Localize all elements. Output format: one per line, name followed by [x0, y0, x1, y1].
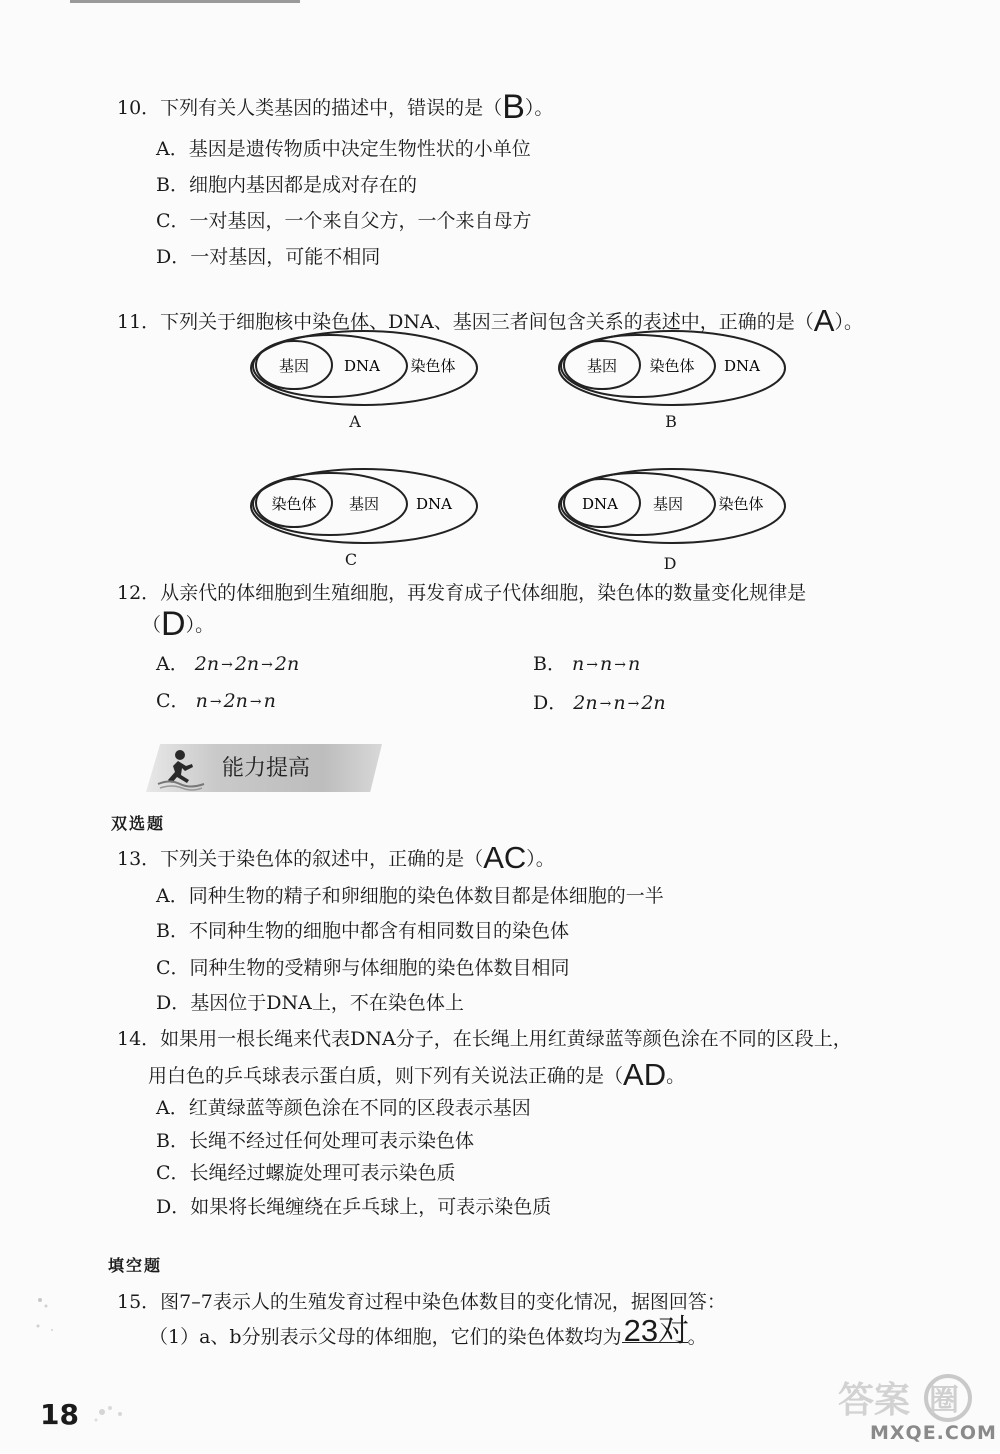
section-fill-blank: 填空题 — [108, 1256, 163, 1275]
diagram-d-inner-label: DNA — [582, 495, 618, 513]
diagram-a-inner-label: 基因 — [278, 357, 310, 375]
q12-option-c: C． n → 2n → n — [156, 690, 276, 712]
q14-option-b: B．长绳不经过任何处理可表示染色体 — [156, 1130, 474, 1152]
q13-option-a: A．同种生物的精子和卵细胞的染色体数目都是体细胞的一半 — [156, 885, 664, 907]
q14-option-d: D．如果将长绳缠绕在乒乓球上，可表示染色质 — [156, 1196, 552, 1218]
diagram-a-outer-label: 染色体 — [410, 357, 456, 375]
diagram-d-outer-label: 染色体 — [718, 495, 764, 513]
q11-stem: 11．下列关于细胞核中染色体、DNA、基因三者间包含关系的表述中，正确的是（A）。 — [117, 303, 863, 338]
q10-option-c: C．一对基因，一个来自父方，一个来自母方 — [156, 210, 532, 232]
q14-stem-line2: 用白色的乒乓球表示蛋白质，则下列有关说法正确的是（AD。 — [148, 1057, 686, 1092]
diagram-b-outer-label: DNA — [724, 357, 760, 375]
q15-stem: 15．图7–7表示人的生殖发育过程中染色体数目的变化情况，据图回答： — [117, 1291, 726, 1313]
page-number: 18 — [40, 1398, 79, 1431]
q15-sub1-handwritten-answer: 23对 — [623, 1313, 690, 1348]
q14-option-a: A．红黄绿蓝等颜色涂在不同的区段表示基因 — [156, 1097, 531, 1119]
q13-option-b: B．不同种生物的细胞中都含有相同数目的染色体 — [156, 920, 569, 942]
section-banner-title: 能力提高 — [222, 756, 311, 781]
watermark-url: MXQE.COM — [870, 1422, 997, 1444]
q14-stem: 14．如果用一根长绳来代表DNA分子，在长绳上用红黄绿蓝等颜色涂在不同的区段上， — [117, 1028, 852, 1050]
diagram-b-inner-label: 基因 — [586, 357, 618, 375]
q12-option-d: D． 2n → n → 2n — [533, 692, 666, 714]
q15-sub1: （1）a、b分别表示父母的体细胞，它们的染色体数均为 23对 。 — [149, 1313, 707, 1348]
diagram-b-middle-label: 染色体 — [649, 357, 695, 375]
q15-sub1-blank — [622, 1313, 690, 1348]
q13-handwritten-answer: AC — [483, 840, 527, 875]
q10-option-a: A．基因是遗传物质中决定生物性状的小单位 — [156, 138, 531, 160]
q10-handwritten-answer: B — [502, 88, 525, 126]
q14-handwritten-answer: AD — [623, 1057, 667, 1092]
top-rule — [70, 0, 300, 3]
diagram-a-caption: A — [349, 412, 361, 431]
diagram-b — [556, 328, 788, 408]
q12-stem: 12．从亲代的体细胞到生殖细胞，再发育成子代体细胞，染色体的数量变化规律是 — [117, 582, 807, 604]
diagram-b-caption: B — [665, 412, 677, 431]
diagram-d-middle-label: 基因 — [652, 495, 684, 513]
q12-handwritten-answer: D — [161, 605, 186, 643]
diagram-c — [248, 466, 480, 546]
svg-text:答案: 答案 — [838, 1380, 911, 1421]
section-double-choice: 双选题 — [111, 814, 166, 833]
diagram-c-caption: C — [344, 550, 358, 569]
runner-icon — [156, 744, 206, 792]
diagram-d — [556, 466, 788, 546]
svg-text:圈: 圈 — [929, 1383, 959, 1418]
diagram-c-middle-label: 基因 — [348, 495, 380, 513]
q12-option-b: B． n → n → n — [533, 653, 641, 675]
q11-handwritten-answer: A — [813, 303, 835, 338]
diagram-c-outer-label: DNA — [416, 495, 452, 513]
q10-option-b: B．细胞内基因都是成对存在的 — [156, 174, 417, 196]
diagram-a — [248, 328, 480, 408]
q12-stem-line2: （D）。 — [142, 605, 215, 643]
diagram-d-caption: D — [663, 554, 677, 573]
q13-stem: 13．下列关于染色体的叙述中，正确的是（AC）。 — [117, 840, 555, 875]
diagram-a-middle-label: DNA — [344, 357, 380, 375]
q12-option-a: A． 2n → 2n → 2n — [156, 653, 300, 675]
diagram-c-inner-label: 染色体 — [271, 495, 317, 513]
q13-option-c: C．同种生物的受精卵与体细胞的染色体数目相同 — [156, 957, 570, 979]
q10-stem: 10．下列有关人类基因的描述中，错误的是（B）。 — [117, 88, 554, 126]
q10-option-d: D．一对基因，可能不相同 — [156, 246, 381, 268]
q13-option-d: D．基因位于DNA上，不在染色体上 — [156, 992, 464, 1014]
q14-option-c: C．长绳经过螺旋处理可表示染色质 — [156, 1162, 456, 1184]
